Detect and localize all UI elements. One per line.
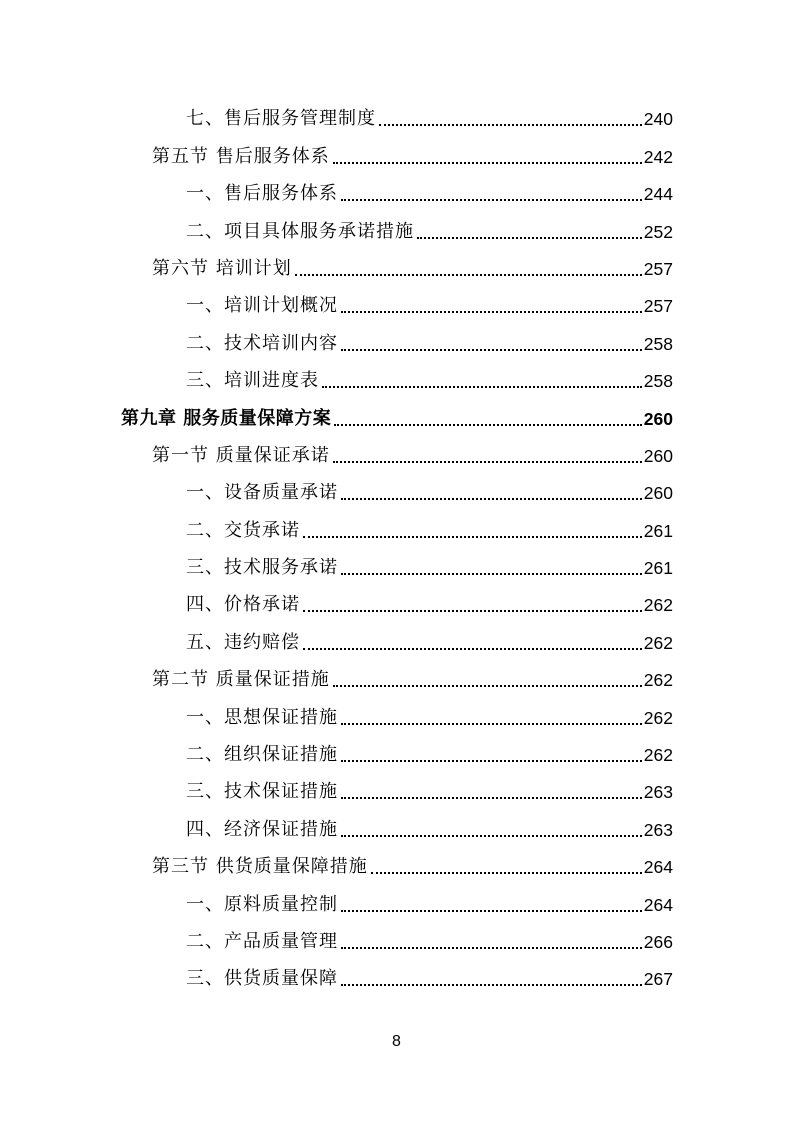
toc-entry-page: 263 [643,782,673,803]
toc-entry-page: 257 [643,296,673,317]
toc-leader-dots [295,274,642,276]
toc-entry[interactable] [0,250,793,287]
toc-leader-dots [303,610,642,612]
toc-chapter-page: 260 [643,408,673,429]
toc-entry-page: 267 [643,969,673,990]
toc-entry-title: 二、组织保证措施 [186,744,338,766]
toc-chapter-entry[interactable] [0,399,793,436]
toc-entry-page: 262 [643,670,673,691]
toc-entry-title: 第六节 培训计划 [152,257,292,279]
toc-entry-page: 260 [643,483,673,504]
toc-entry-title: 三、技术保证措施 [186,781,338,803]
toc-entry-page: 262 [643,632,673,653]
toc-entry-page: 260 [643,445,673,466]
toc-leader-dots [322,386,642,388]
toc-leader-dots [341,947,642,949]
toc-entry[interactable] [0,212,793,249]
toc-entry-page: 262 [643,707,673,728]
toc-leader-dots [341,349,642,351]
toc-entry[interactable] [0,137,793,174]
toc-leader-dots [379,124,642,126]
toc-entry-page: 258 [643,371,673,392]
toc-leader-dots [341,835,642,837]
toc-entry-title: 第三节 供货质量保障措施 [152,856,368,878]
toc-leader-dots [334,424,642,426]
toc-entry[interactable] [0,175,793,212]
toc-entry-page: 261 [643,520,673,541]
toc-leader-dots [341,311,642,313]
toc-entry[interactable] [0,923,793,960]
toc-entry-title: 三、技术服务承诺 [186,557,338,579]
toc-entry-title: 一、培训计划概况 [186,295,338,317]
toc-leader-dots [341,984,642,986]
toc-entry[interactable] [0,773,793,810]
toc-entry[interactable] [0,623,793,660]
toc-entry-title: 一、思想保证措施 [186,706,338,728]
toc-entry-title: 四、价格承诺 [186,594,300,616]
toc-entry[interactable] [0,100,793,137]
toc-leader-dots [371,872,642,874]
toc-entry-page: 242 [643,146,673,167]
toc-entry-title: 一、原料质量控制 [186,893,338,915]
toc-entry[interactable] [0,810,793,847]
page-number: 8 [392,1033,401,1050]
toc-entry[interactable] [0,324,793,361]
toc-entry-title: 二、交货承诺 [186,519,300,541]
toc-entry-title: 第二节 质量保证措施 [152,669,330,691]
toc-leader-dots [333,685,642,687]
toc-entry-page: 252 [643,221,673,242]
toc-entry[interactable] [0,549,793,586]
toc-entry-title: 七、售后服务管理制度 [186,108,376,130]
toc-entry-title: 五、违约赔偿 [186,631,300,653]
toc-leader-dots [341,723,642,725]
toc-entry-title: 二、技术培训内容 [186,332,338,354]
toc-entry-page: 266 [643,931,673,952]
toc-entry[interactable] [0,362,793,399]
toc-entry-title: 第一节 质量保证承诺 [152,444,330,466]
toc-entry-page: 240 [643,109,673,130]
toc-leader-dots [303,648,642,650]
toc-entry[interactable] [0,287,793,324]
toc-entry-title: 三、培训进度表 [186,370,319,392]
toc-entry-page: 262 [643,595,673,616]
toc-entry[interactable] [0,474,793,511]
toc-entry[interactable] [0,960,793,997]
toc-leader-dots [341,573,642,575]
toc-entry-page: 244 [643,184,673,205]
toc-entry-title: 三、供货质量保障 [186,968,338,990]
toc-entry[interactable] [0,698,793,735]
toc-leader-dots [333,162,642,164]
toc-entry-page: 258 [643,333,673,354]
toc-entry[interactable] [0,736,793,773]
toc-entry-page: 261 [643,558,673,579]
toc-entry-page: 264 [643,857,673,878]
toc-entry-page: 264 [643,894,673,915]
table-of-contents [0,100,793,997]
toc-leader-dots [333,461,642,463]
toc-leader-dots [303,536,642,538]
toc-entry[interactable] [0,848,793,885]
toc-entry-page: 257 [643,258,673,279]
toc-leader-dots [417,237,642,239]
toc-leader-dots [341,797,642,799]
toc-entry-title: 一、设备质量承诺 [186,482,338,504]
toc-entry-title: 一、售后服务体系 [186,183,338,205]
toc-chapter-title: 第九章 服务质量保障方案 [121,407,332,429]
toc-leader-dots [341,199,642,201]
toc-leader-dots [341,498,642,500]
toc-entry[interactable] [0,661,793,698]
toc-entry-page: 263 [643,819,673,840]
toc-entry-title: 第五节 售后服务体系 [152,145,330,167]
toc-entry[interactable] [0,586,793,623]
toc-entry[interactable] [0,885,793,922]
toc-entry-title: 二、项目具体服务承诺措施 [186,220,414,242]
toc-entry[interactable] [0,437,793,474]
toc-entry[interactable] [0,511,793,548]
toc-leader-dots [341,760,642,762]
toc-entry-title: 二、产品质量管理 [186,930,338,952]
toc-leader-dots [341,910,642,912]
toc-entry-page: 262 [643,745,673,766]
toc-entry-title: 四、经济保证措施 [186,818,338,840]
